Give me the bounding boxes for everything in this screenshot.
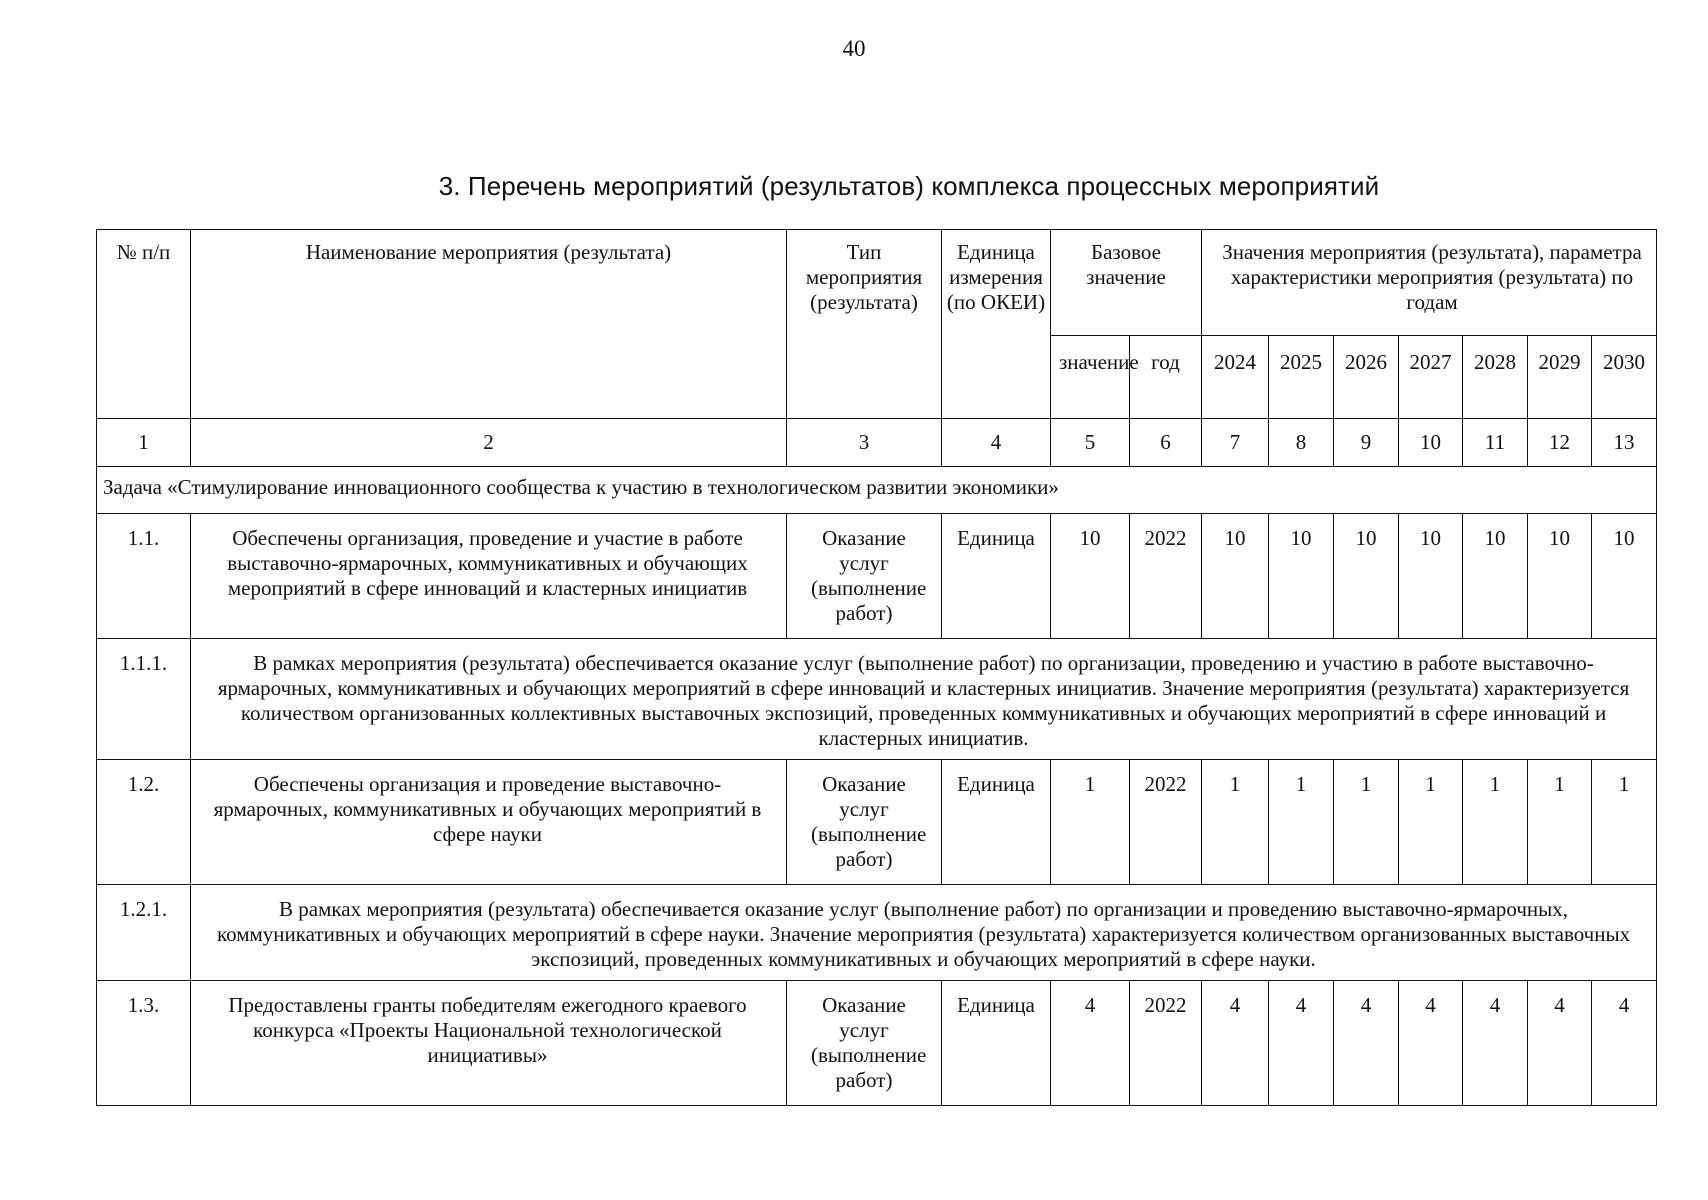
row-value: 1 bbox=[1463, 760, 1528, 885]
header-year: 2029 bbox=[1528, 336, 1592, 419]
table-row bbox=[97, 981, 1657, 1106]
row-unit: Единица bbox=[942, 514, 1051, 639]
row-unit: Единица bbox=[942, 981, 1051, 1106]
column-index: 2 bbox=[191, 419, 787, 467]
header-values: Значения мероприятия (результата), параметра характеристики мероприятия (результата) по годам bbox=[1202, 230, 1657, 336]
row-value: 1 bbox=[1399, 760, 1463, 885]
table-row bbox=[97, 514, 1657, 639]
page-number: 40 bbox=[842, 36, 866, 61]
row-value: 1 bbox=[1528, 760, 1592, 885]
row-base-year: 2022 bbox=[1130, 760, 1202, 885]
header-year: 2030 bbox=[1592, 336, 1657, 419]
row-type: Оказание услуг (выполнение работ) bbox=[787, 981, 942, 1106]
row-value: 10 bbox=[1202, 514, 1269, 639]
column-index: 1 bbox=[97, 419, 191, 467]
description-row bbox=[97, 639, 1657, 760]
row-base-year: 2022 bbox=[1130, 981, 1202, 1106]
desc-text: В рамках мероприятия (результата) обеспечивается оказание услуг (выполнение работ) по организации и проведению выставочно-ярмарочных, коммуникативных и обучающих мероприятий в сфере науки. Значение мероприятия (результата) характеризуется количеством организованных выставочных экспозиций, проведенных коммуникативных и обучающих мероприятий в сфере науки. bbox=[191, 885, 1657, 981]
column-index: 6 bbox=[1130, 419, 1202, 467]
header-year: 2026 bbox=[1334, 336, 1399, 419]
row-num: 1.2. bbox=[97, 760, 191, 885]
row-value: 4 bbox=[1528, 981, 1592, 1106]
column-index: 10 bbox=[1399, 419, 1463, 467]
row-num: 1.3. bbox=[97, 981, 191, 1106]
row-base-year: 2022 bbox=[1130, 514, 1202, 639]
task-text: Задача «Стимулирование инновационного сообщества к участию в технологическом развитии экономики» bbox=[97, 467, 1657, 514]
header-base: Базовое значение bbox=[1051, 230, 1202, 336]
row-value: 1 bbox=[1202, 760, 1269, 885]
column-index: 3 bbox=[787, 419, 942, 467]
desc-num: 1.1.1. bbox=[97, 639, 191, 760]
row-unit: Единица bbox=[942, 760, 1051, 885]
row-value: 4 bbox=[1399, 981, 1463, 1106]
header-unit: Единица измерения (по ОКЕИ) bbox=[942, 230, 1051, 419]
row-value: 4 bbox=[1202, 981, 1269, 1106]
activities-table bbox=[96, 229, 1657, 1106]
row-value: 4 bbox=[1334, 981, 1399, 1106]
column-index: 7 bbox=[1202, 419, 1269, 467]
row-value: 4 bbox=[1463, 981, 1528, 1106]
row-value: 10 bbox=[1269, 514, 1334, 639]
header-name: Наименование мероприятия (результата) bbox=[191, 230, 787, 419]
header-type: Тип мероприятия (результата) bbox=[787, 230, 942, 419]
row-value: 1 bbox=[1592, 760, 1657, 885]
header-base-value: значение bbox=[1051, 336, 1130, 419]
row-base-value: 10 bbox=[1051, 514, 1130, 639]
column-index-row bbox=[97, 419, 1657, 467]
row-name: Предоставлены гранты победителям ежегодного краевого конкурса «Проекты Национальной технологической инициативы» bbox=[191, 981, 787, 1106]
row-base-value: 1 bbox=[1051, 760, 1130, 885]
row-value: 10 bbox=[1334, 514, 1399, 639]
row-value: 10 bbox=[1592, 514, 1657, 639]
desc-num: 1.2.1. bbox=[97, 885, 191, 981]
section-title: 3. Перечень мероприятий (результатов) комплекса процессных мероприятий bbox=[438, 171, 1380, 201]
column-index: 4 bbox=[942, 419, 1051, 467]
row-type: Оказание услуг (выполнение работ) bbox=[787, 760, 942, 885]
row-name: Обеспечены организация, проведение и участие в работе выставочно-ярмарочных, коммуникативных и обучающих мероприятий в сфере инноваций и кластерных инициатив bbox=[191, 514, 787, 639]
table-row bbox=[97, 760, 1657, 885]
row-value: 10 bbox=[1528, 514, 1592, 639]
row-base-value: 4 bbox=[1051, 981, 1130, 1106]
row-num: 1.1. bbox=[97, 514, 191, 639]
column-index: 8 bbox=[1269, 419, 1334, 467]
row-value: 1 bbox=[1269, 760, 1334, 885]
header-row-1 bbox=[97, 230, 1657, 336]
task-row bbox=[97, 467, 1657, 514]
row-name: Обеспечены организация и проведение выставочно-ярмарочных, коммуникативных и обучающих мероприятий в сфере науки bbox=[191, 760, 787, 885]
header-year: 2024 bbox=[1202, 336, 1269, 419]
row-value: 1 bbox=[1334, 760, 1399, 885]
row-value: 4 bbox=[1269, 981, 1334, 1106]
row-value: 10 bbox=[1463, 514, 1528, 639]
row-value: 10 bbox=[1399, 514, 1463, 639]
row-value: 4 bbox=[1592, 981, 1657, 1106]
description-row bbox=[97, 885, 1657, 981]
header-year: 2027 bbox=[1399, 336, 1463, 419]
column-index: 11 bbox=[1463, 419, 1528, 467]
desc-text: В рамках мероприятия (результата) обеспечивается оказание услуг (выполнение работ) по организации, проведению и участию в работе выставочно-ярмарочных, коммуникативных и обучающих мероприятий в сфере инноваций и кластерных инициатив. Значение мероприятия (результата) характеризуется количеством организованных коллективных выставочных экспозиций, проведенных коммуникативных и обучающих мероприятий в сфере инноваций и кластерных инициатив. bbox=[191, 639, 1657, 760]
column-index: 5 bbox=[1051, 419, 1130, 467]
column-index: 9 bbox=[1334, 419, 1399, 467]
header-year: 2025 bbox=[1269, 336, 1334, 419]
column-index: 12 bbox=[1528, 419, 1592, 467]
header-year: 2028 bbox=[1463, 336, 1528, 419]
row-type: Оказание услуг (выполнение работ) bbox=[787, 514, 942, 639]
column-index: 13 bbox=[1592, 419, 1657, 467]
header-num: № п/п bbox=[97, 230, 191, 419]
header-base-year: год bbox=[1130, 336, 1202, 419]
